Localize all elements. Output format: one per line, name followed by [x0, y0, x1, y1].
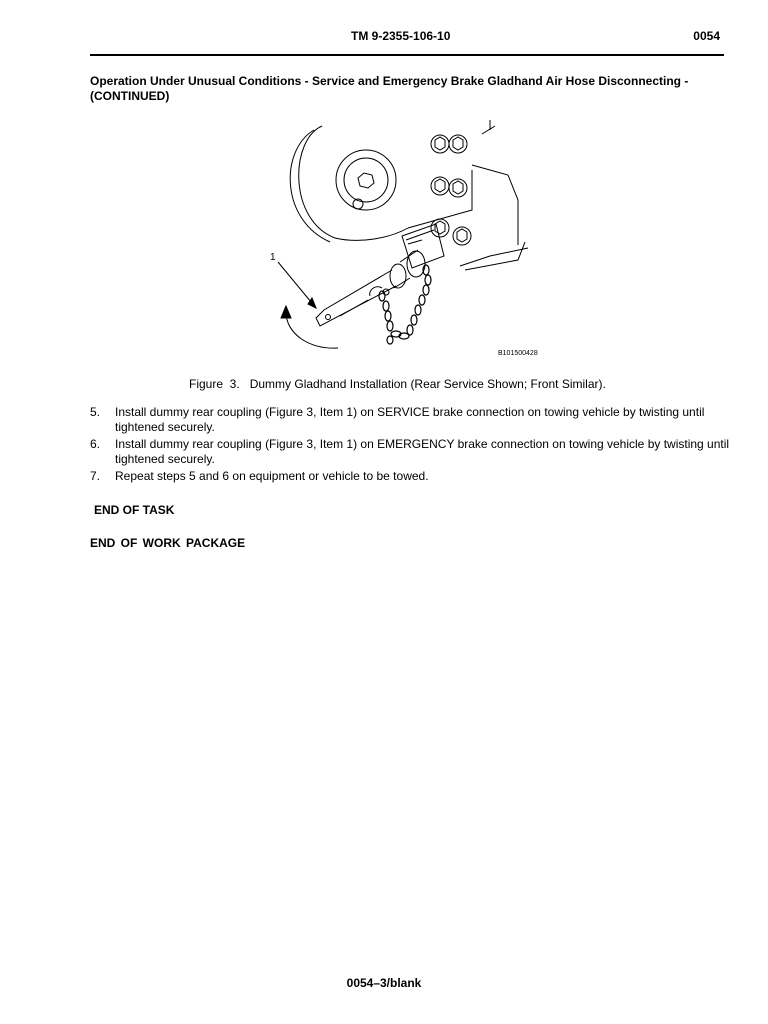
document-number: TM 9-2355-106-10	[351, 29, 451, 43]
procedure-steps	[90, 405, 730, 486]
rotation-arrow	[281, 306, 338, 348]
dummy-coupling	[316, 250, 425, 326]
step-text: Install dummy rear coupling (Figure 3, Item 1) on SERVICE brake connection on towing vehicle by twisting until tightened securely.	[115, 405, 705, 434]
wheel-hub	[290, 126, 408, 242]
step-item	[90, 437, 730, 467]
section-title: Operation Under Unusual Conditions - Service and Emergency Brake Gladhand Air Hose Disconnecting - (CONTINUED)	[90, 74, 689, 103]
step-item	[90, 405, 730, 435]
figure-image-id: B101500428	[498, 350, 538, 357]
header-rule	[90, 54, 724, 56]
gladhand-plate	[402, 224, 444, 268]
chain	[379, 265, 431, 344]
figure-caption: Figure 3. Dummy Gladhand Installation (Rear Service Shown; Front Similar).	[189, 377, 606, 391]
end-of-task: END OF TASK	[94, 503, 175, 517]
gladhand-illustration	[250, 120, 560, 370]
callout-leader	[278, 262, 316, 308]
step-text: Install dummy rear coupling (Figure 3, Item 1) on EMERGENCY brake connection on towing vehicle by twisting until tightened securely.	[115, 437, 730, 466]
step-number: 5.	[90, 405, 101, 419]
callout-number: 1	[270, 252, 276, 263]
step-text: Repeat steps 5 and 6 on equipment or vehicle to be towed.	[115, 469, 429, 483]
step-item	[90, 469, 730, 484]
frame-bracket	[408, 120, 528, 270]
page-footer: 0054–3/blank	[346, 976, 422, 990]
end-of-work-package: END OF WORK PACKAGE	[90, 536, 246, 550]
work-package-number: 0054	[693, 29, 720, 43]
step-number: 7.	[90, 469, 101, 483]
step-number: 6.	[90, 437, 101, 451]
